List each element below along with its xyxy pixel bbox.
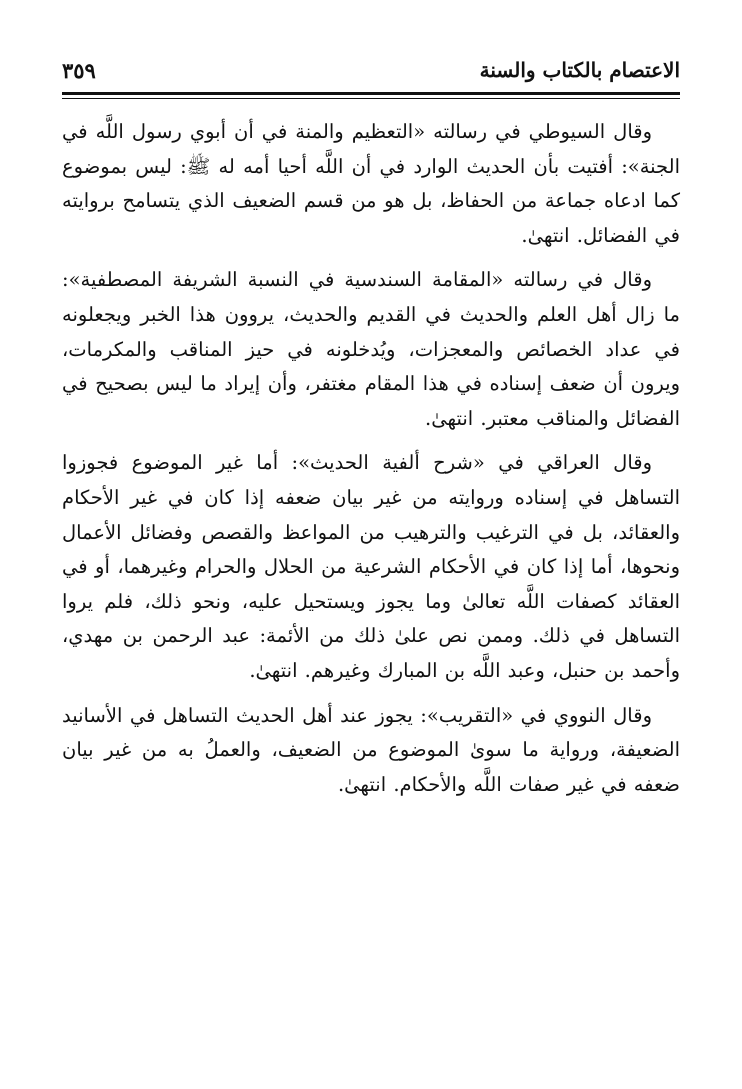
- header-title: الاعتصام بالكتاب والسنة: [479, 58, 680, 82]
- page-number: ٣٥٩: [62, 57, 96, 83]
- paragraph-nawawi: وقال النووي في «التقريب»: يجوز عند أهل الحديث التساهل في الأسانيد الضعيفة، ورواية ما سوىٰ الموضوع من الضعيف، والعملُ به من غير بيان ضعفه في غير صفات اللَّه والأحكام. انتهىٰ.: [62, 703, 680, 796]
- header-rule-thin: [62, 98, 680, 99]
- header-rule-thick: [62, 92, 680, 95]
- page-body: [62, 115, 680, 802]
- running-header: [62, 50, 680, 90]
- paragraph-suyuti-maqama: وقال في رسالته «المقامة السندسية في النسبة الشريفة المصطفية»: ما زال أهل العلم والحديث في القديم والحديث، يروون هذا الخبر ويجعلونه في عداد الخصائص والمعجزات، ويُدخلونه في حيز المناقب والمكرمات، ويرون أن ضعف إسناده في هذا المقام مغتفر، وأن إيراد ما ليس بصحيح في الفضائل والمناقب معتبر. انتهىٰ.: [62, 268, 680, 430]
- book-page: [62, 50, 680, 1060]
- paragraph-iraqi: وقال العراقي في «شرح ألفية الحديث»: أما غير الموضوع فجوزوا التساهل في إسناده وروايته من غير بيان ضعفه إذا كان في غير الأحكام والعقائد، بل في الترغيب والترهيب من المواعظ والقصص وفضائل الأعمال ونحوها، أما إذا كان في الأحكام الشرعية من الحلال والحرام وغيرهما، أو في العقائد كصفات اللَّه تعالىٰ وما يجوز ويستحيل عليه، ونحو ذلك، فلم يروا التساهل في ذلك. وممن نص علىٰ ذلك من الأئمة: عبد الرحمن بن مهدي، وأحمد بن حنبل، وعبد اللَّه بن المبارك وغيرهم. انتهىٰ.: [62, 451, 680, 682]
- paragraph-suyuti-taazim: وقال السيوطي في رسالته «التعظيم والمنة في أن أبوي رسول اللَّه في الجنة»: أفتيت بأن الحديث الوارد في أن اللَّه أحيا أمه له ﷺ: ليس بموضوع كما ادعاه جماعة من الحفاظ، بل هو من قسم الضعيف الذي يتسامح بروايته في الفضائل. انتهىٰ.: [62, 120, 680, 247]
